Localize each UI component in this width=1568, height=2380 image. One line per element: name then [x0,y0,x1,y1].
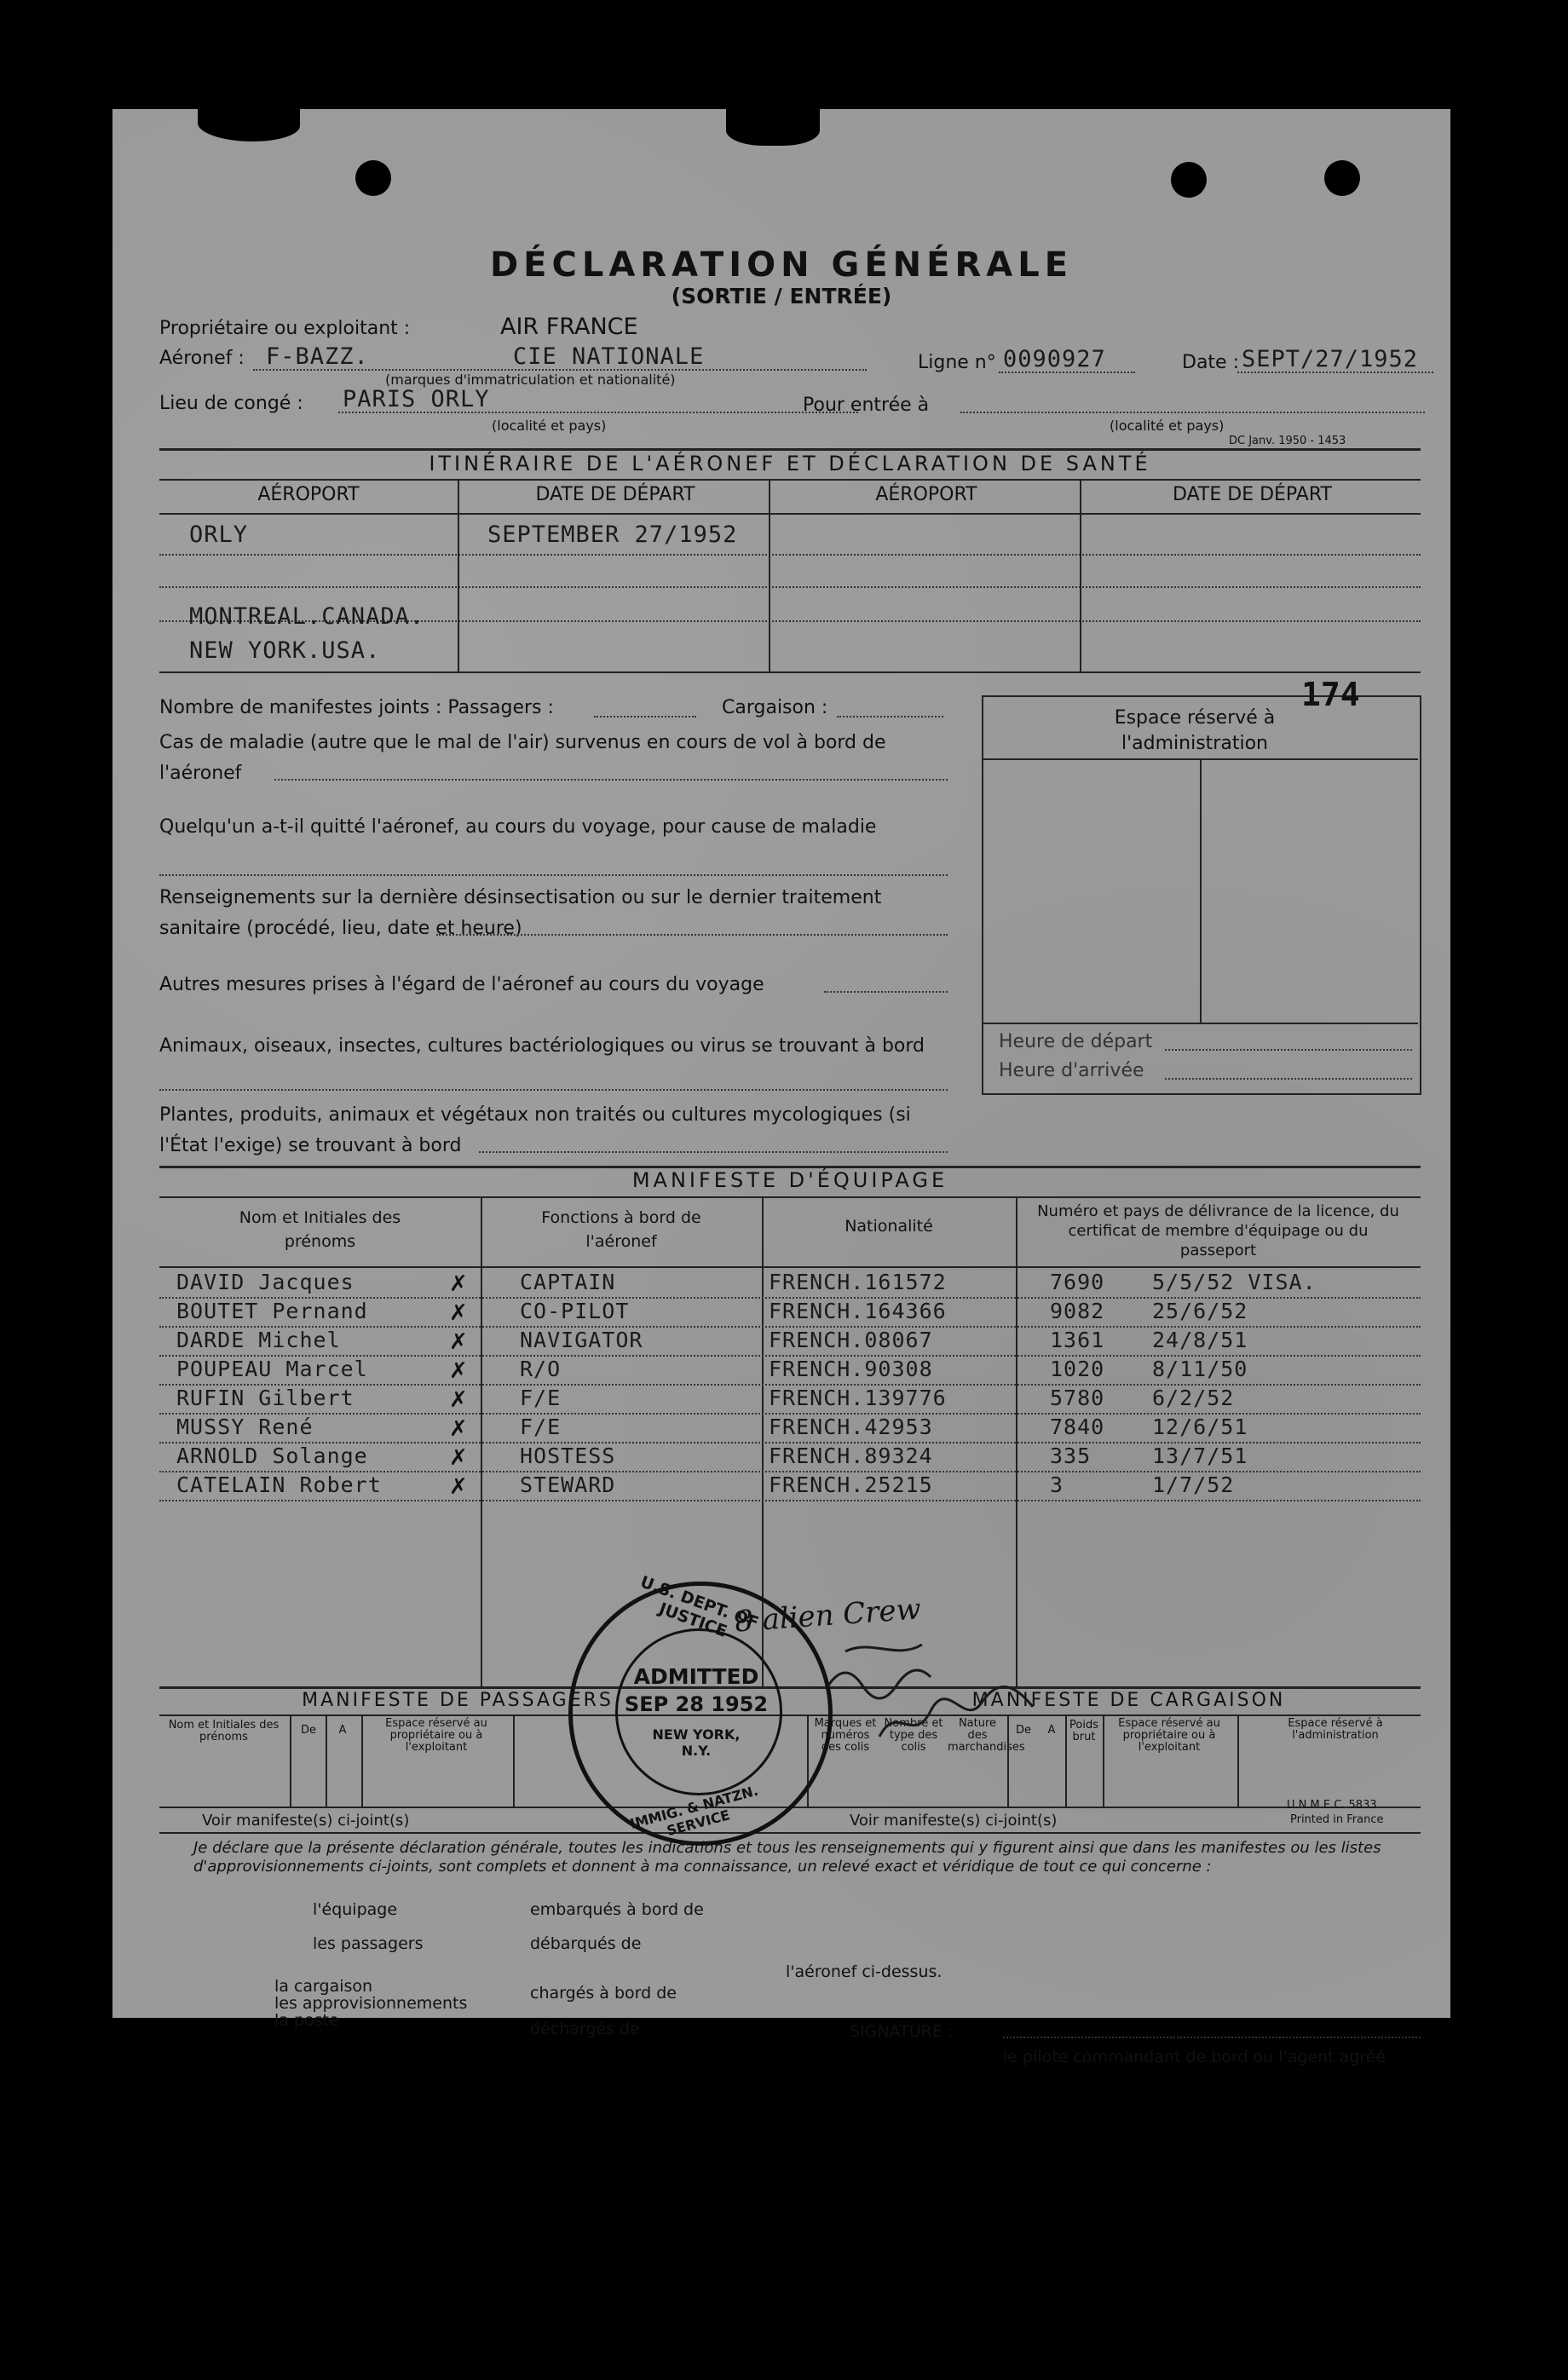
decl-loaded: chargés à bord de [530,1984,677,2003]
see-cargo-manifests: Voir manifeste(s) ci-joint(s) [850,1812,1058,1830]
p-col-from: De [300,1724,316,1737]
stamp-admitted: ADMITTED [633,1664,759,1689]
p-col-to: A [338,1724,347,1737]
crew-row-name: BOUTET Pernand [176,1299,368,1323]
c-col-marks: Marques et numéros des colis [814,1717,877,1754]
handwritten-signature [811,1617,1101,1779]
crew-check-mark: ✗ [449,1271,468,1297]
crew-row-role: CO-PILOT [520,1299,630,1323]
crew-row-role: CAPTAIN [520,1270,616,1294]
health-q3: Renseignements sur la dernière désinsectisation ou sur le dernier traitement sanitaire (procédé, lieu, date et heure) [159,887,882,939]
crew-row-num: 7690 [1050,1270,1105,1294]
crew-check-mark: ✗ [449,1474,468,1500]
crew-row-nat: FRENCH.139776 [769,1386,947,1410]
immigration-stamp [568,1572,833,1846]
printer-code: U.N.M.E.C. 5833 [1287,1799,1377,1812]
decl-unloaded: déchargés de [530,2020,640,2038]
health-q4: Autres mesures prises à l'égard de l'aéronef au cours du voyage [159,974,764,995]
crew-header-nationality: Nationalité [845,1217,933,1236]
crew-row-role: STEWARD [520,1472,616,1497]
c-col-admin: Espace réservé à l'administration [1288,1717,1383,1742]
crew-header-licence: Numéro et pays de délivrance de la licence, du certificat de membre d'équipage ou du passeport [1037,1202,1399,1259]
decl-passengers: les passagers [313,1934,424,1953]
crew-row-num: 335 [1050,1444,1092,1468]
crew-row-num: 1020 [1050,1357,1105,1381]
decl-cargo: la cargaison [274,1977,373,1996]
crew-check-mark: ✗ [449,1329,468,1355]
decl-disembarked: débarqués de [530,1934,642,1953]
crew-row-nat: FRENCH.89324 [769,1444,933,1468]
crew-check-mark: ✗ [449,1445,468,1471]
departure-value: PARIS ORLY [343,386,490,412]
c-col-from: De [1015,1724,1031,1737]
crew-row-num: 5780 [1050,1386,1105,1410]
owner-value: AIR FRANCE [500,314,638,340]
handwritten-crew-note: 8 alien Crew [733,1592,922,1639]
stamp-place: NEW YORK, N.Y. [652,1726,741,1759]
stamp-agency: U.S. DEPT. OF JUSTICE [637,1572,762,1641]
c-col-to: A [1047,1724,1056,1737]
c-col-number: Nombre et type des colis [884,1717,943,1754]
crew-row-name: POUPEAU Marcel [176,1357,368,1381]
signature-label: SIGNATURE : [850,2022,954,2041]
signature-note: le pilote commandant de bord ou l'agent agréé [1003,2048,1386,2066]
crew-row-name: DAVID Jacques [176,1270,355,1294]
decl-aircraft: l'aéronef ci-dessus. [786,1962,943,1981]
crew-row-date: 5/5/52 VISA. [1152,1270,1317,1294]
crew-row-nat: FRENCH.90308 [769,1357,933,1381]
line-label: Ligne n° [918,352,996,373]
document-sheet [112,109,1450,2066]
crew-row-name: ARNOLD Solange [176,1444,368,1468]
itin-row-4-airport: NEW YORK.USA. [189,637,381,664]
stamp-date: SEP 28 1952 [624,1692,769,1716]
admin-arrival-time: Heure d'arrivée [999,1060,1144,1081]
itinerary-title: ITINÉRAIRE DE L'AÉRONEF ET DÉCLARATION DE SANTÉ [429,452,1151,475]
crew-row-name: MUSSY René [176,1415,314,1439]
punch-hole [355,160,391,196]
manifests-label: Nombre de manifestes joints : Passagers : [159,697,554,718]
entry-label: Pour entrée à [803,395,930,416]
crew-check-mark: ✗ [449,1300,468,1326]
crew-row-name: RUFIN Gilbert [176,1386,355,1410]
declaration-text: Je déclare que la présente déclaration générale, toutes les indications et tous les renseignements qui y figurent ainsi que dans les manifestes ou les listes d'approvisionnements ci-joints, sont complets et donnent à ma connaissance, un relevé exact et véridique de tout ce qui concerne : [193,1839,1381,1876]
document-title: DÉCLARATION GÉNÉRALE [489,245,1074,285]
health-q5: Animaux, oiseaux, insectes, cultures bactériologiques ou virus se trouvant à bord [159,1035,925,1057]
date-label: Date : [1182,352,1239,373]
crew-row-date: 6/2/52 [1152,1386,1235,1410]
owner-label: Propriétaire ou exploitant : [159,318,411,339]
admin-number: 174 [1301,676,1360,713]
c-col-nature: Nature des marchandises [948,1717,1025,1754]
crew-row-name: DARDE Michel [176,1328,341,1352]
punch-hole [1171,162,1207,198]
c-col-weight: Poids brut [1069,1719,1098,1743]
crew-row-role: R/O [520,1357,562,1381]
tear-mark [198,107,300,141]
crew-row-role: HOSTESS [520,1444,616,1468]
cargo-manifest-title: MANIFESTE DE CARGAISON [971,1690,1286,1711]
itin-row-1-date: SEPTEMBER 27/1952 [487,522,738,548]
crew-row-date: 1/7/52 [1152,1472,1235,1497]
crew-row-nat: FRENCH.42953 [769,1415,933,1439]
tear-mark [726,107,820,146]
crew-row-date: 8/11/50 [1152,1357,1248,1381]
document-subtitle: (SORTIE / ENTRÉE) [671,284,892,308]
admin-title: Espace réservé à l'administration [1114,707,1276,754]
decl-embarked: embarqués à bord de [530,1900,704,1919]
crew-row-role: NAVIGATOR [520,1328,643,1352]
punch-hole [1324,160,1360,196]
aircraft-extra: CIE NATIONALE [513,343,705,370]
crew-header-name: Nom et Initiales des prénoms [239,1208,401,1251]
crew-row-name: CATELAIN Robert [176,1472,382,1497]
crew-row-num: 3 [1050,1472,1064,1497]
c-col-owner: Espace réservé au propriétaire ou à l'exploitant [1118,1717,1220,1754]
crew-check-mark: ✗ [449,1416,468,1442]
cargo-label: Cargaison : [722,697,828,718]
admin-departure-time: Heure de départ [999,1031,1153,1052]
p-col-name: Nom et Initiales des prénoms [168,1719,280,1743]
crew-row-nat: FRENCH.25215 [769,1472,933,1497]
departure-note: (localité et pays) [492,418,607,434]
printer-country: Printed in France [1290,1813,1384,1826]
crew-row-role: F/E [520,1415,562,1439]
health-q2: Quelqu'un a-t-il quitté l'aéronef, au cours du voyage, pour cause de maladie [159,816,877,838]
passenger-manifest-title: MANIFESTE DE PASSAGERS [302,1690,614,1711]
aircraft-value: F-BAZZ. [266,343,369,370]
itin-row-3-airport: MONTREAL.CANADA. [189,603,425,630]
decl-mail: la poste [274,2011,339,2030]
crew-check-mark: ✗ [449,1358,468,1384]
crew-header-function: Fonctions à bord de l'aéronef [541,1208,701,1251]
itin-header-date-2: DATE DE DÉPART [1173,484,1332,505]
decl-supplies: les approvisionnements [274,1994,468,2013]
itin-header-airport-1: AÉROPORT [257,484,360,505]
crew-row-date: 24/8/51 [1152,1328,1248,1352]
entry-note: (localité et pays) [1110,418,1225,434]
line-value: 0090927 [1003,346,1106,372]
stamp-service: IMMIG. & NATZN. SERVICE [628,1782,760,1840]
crew-row-num: 1361 [1050,1328,1105,1352]
itin-header-date-1: DATE DE DÉPART [535,484,695,505]
crew-row-num: 7840 [1050,1415,1105,1439]
decl-crew: l'équipage [313,1900,398,1919]
see-passenger-manifests: Voir manifeste(s) ci-joint(s) [202,1812,410,1830]
departure-label: Lieu de congé : [159,393,303,414]
crew-row-date: 12/6/51 [1152,1415,1248,1439]
aircraft-note: (marques d'immatriculation et nationalité) [385,372,676,388]
crew-row-nat: FRENCH.161572 [769,1270,947,1294]
form-reference: DC Janv. 1950 - 1453 [1229,435,1346,447]
crew-row-date: 13/7/51 [1152,1444,1248,1468]
crew-row-nat: FRENCH.164366 [769,1299,947,1323]
crew-row-date: 25/6/52 [1152,1299,1248,1323]
p-col-owner: Espace réservé au propriétaire ou à l'exploitant [385,1717,487,1754]
itin-header-airport-2: AÉROPORT [875,484,977,505]
itin-row-1-airport: ORLY [189,522,249,548]
crew-check-mark: ✗ [449,1387,468,1413]
crew-row-nat: FRENCH.08067 [769,1328,933,1352]
aircraft-label: Aéronef : [159,348,245,369]
health-q6: Plantes, produits, animaux et végétaux non traités ou cultures mycologiques (si l'État l'exige) se trouvant à bord [159,1104,911,1156]
crew-row-num: 9082 [1050,1299,1105,1323]
crew-manifest-title: MANIFESTE D'ÉQUIPAGE [631,1168,948,1192]
health-q1: Cas de maladie (autre que le mal de l'air) survenus en cours de vol à bord de l'aéronef [159,732,886,784]
crew-row-role: F/E [520,1386,562,1410]
date-value: SEPT/27/1952 [1242,346,1419,372]
